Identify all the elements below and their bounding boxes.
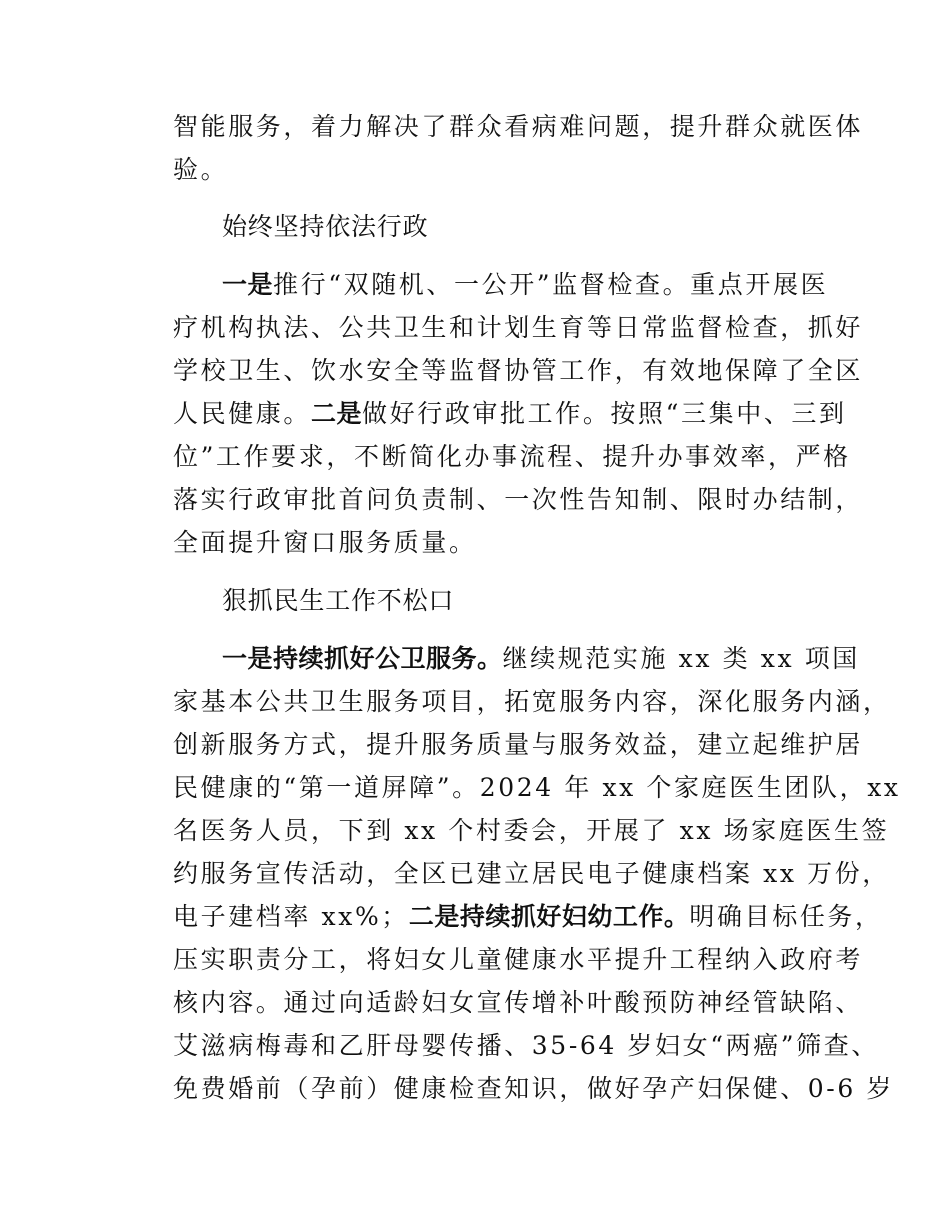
paragraph-line: 落实行政审批首问负责制、一次性告知制、限时办结制， [173,485,864,514]
paragraph-line: 约服务宣传活动，全区已建立居民电子健康档案 xx 万份， [173,859,890,888]
paragraph-text: 明确目标任务， [689,902,883,931]
paragraph-line: 名医务人员，下到 xx 个村委会，开展了 xx 场家庭医生签 [173,816,890,845]
paragraph-text: 电子建档率 xx%； [173,902,409,931]
paragraph-text: 推行“双随机、一公开”监督检查。重点开展医 [273,270,829,299]
paragraph-line: 全面提升窗口服务质量。 [173,528,477,557]
bold-lead: 二是持续抓好妇幼工作。 [408,902,690,931]
paragraph-line: 疗机构执法、公共卫生和计划生育等日常监督检查，抓好 [173,313,864,342]
bold-lead: 一是 [222,270,274,299]
paragraph-line: 艾滋病梅毒和乙肝母婴传播、35-64 岁妇女“两癌”筛查、 [173,1031,879,1060]
paragraph-line: 创新服务方式，提升服务质量与服务效益，建立起维护居 [173,730,864,759]
bold-lead: 一是持续抓好公卫服务。 [222,644,503,673]
paragraph-line: 学校卫生、饮水安全等监督协管工作，有效地保障了全区 [173,356,864,385]
section-heading-livelihood: 狠抓民生工作不松口 [222,586,455,615]
paragraph-line: 位”工作要求，不断简化办事流程、提升办事效率，严格 [173,442,851,471]
paragraph-line: 家基本公共卫生服务项目，拓宽服务内容，深化服务内涵， [173,687,891,716]
intro-line: 验。 [173,155,229,184]
paragraph-line [222,642,860,676]
paragraph-line: 核内容。通过向适龄妇女宣传增补叶酸预防神经管缺陷、 [173,988,864,1017]
section-heading-law-administration: 始终坚持依法行政 [222,212,429,241]
paragraph-text: 继续规范实施 xx 类 xx 项国 [502,644,860,673]
paragraph-text: 人民健康。 [173,399,312,428]
paragraph-text: 做好行政审批工作。按照“三集中、三到 [362,399,847,428]
paragraph-line [173,397,847,431]
bold-lead: 二是 [311,399,363,428]
paragraph-line: 民健康的“第一道屏障”。2024 年 xx 个家庭医生团队，xx [173,773,901,802]
intro-line: 智能服务，着力解决了群众看病难问题，提升群众就医体 [173,112,864,141]
paragraph-line: 免费婚前（孕前）健康检查知识，做好孕产妇保健、0-6 岁 [173,1074,895,1103]
paragraph-line [222,268,829,302]
paragraph-line: 压实职责分工，将妇女儿童健康水平提升工程纳入政府考 [173,945,864,974]
paragraph-line [173,900,883,934]
